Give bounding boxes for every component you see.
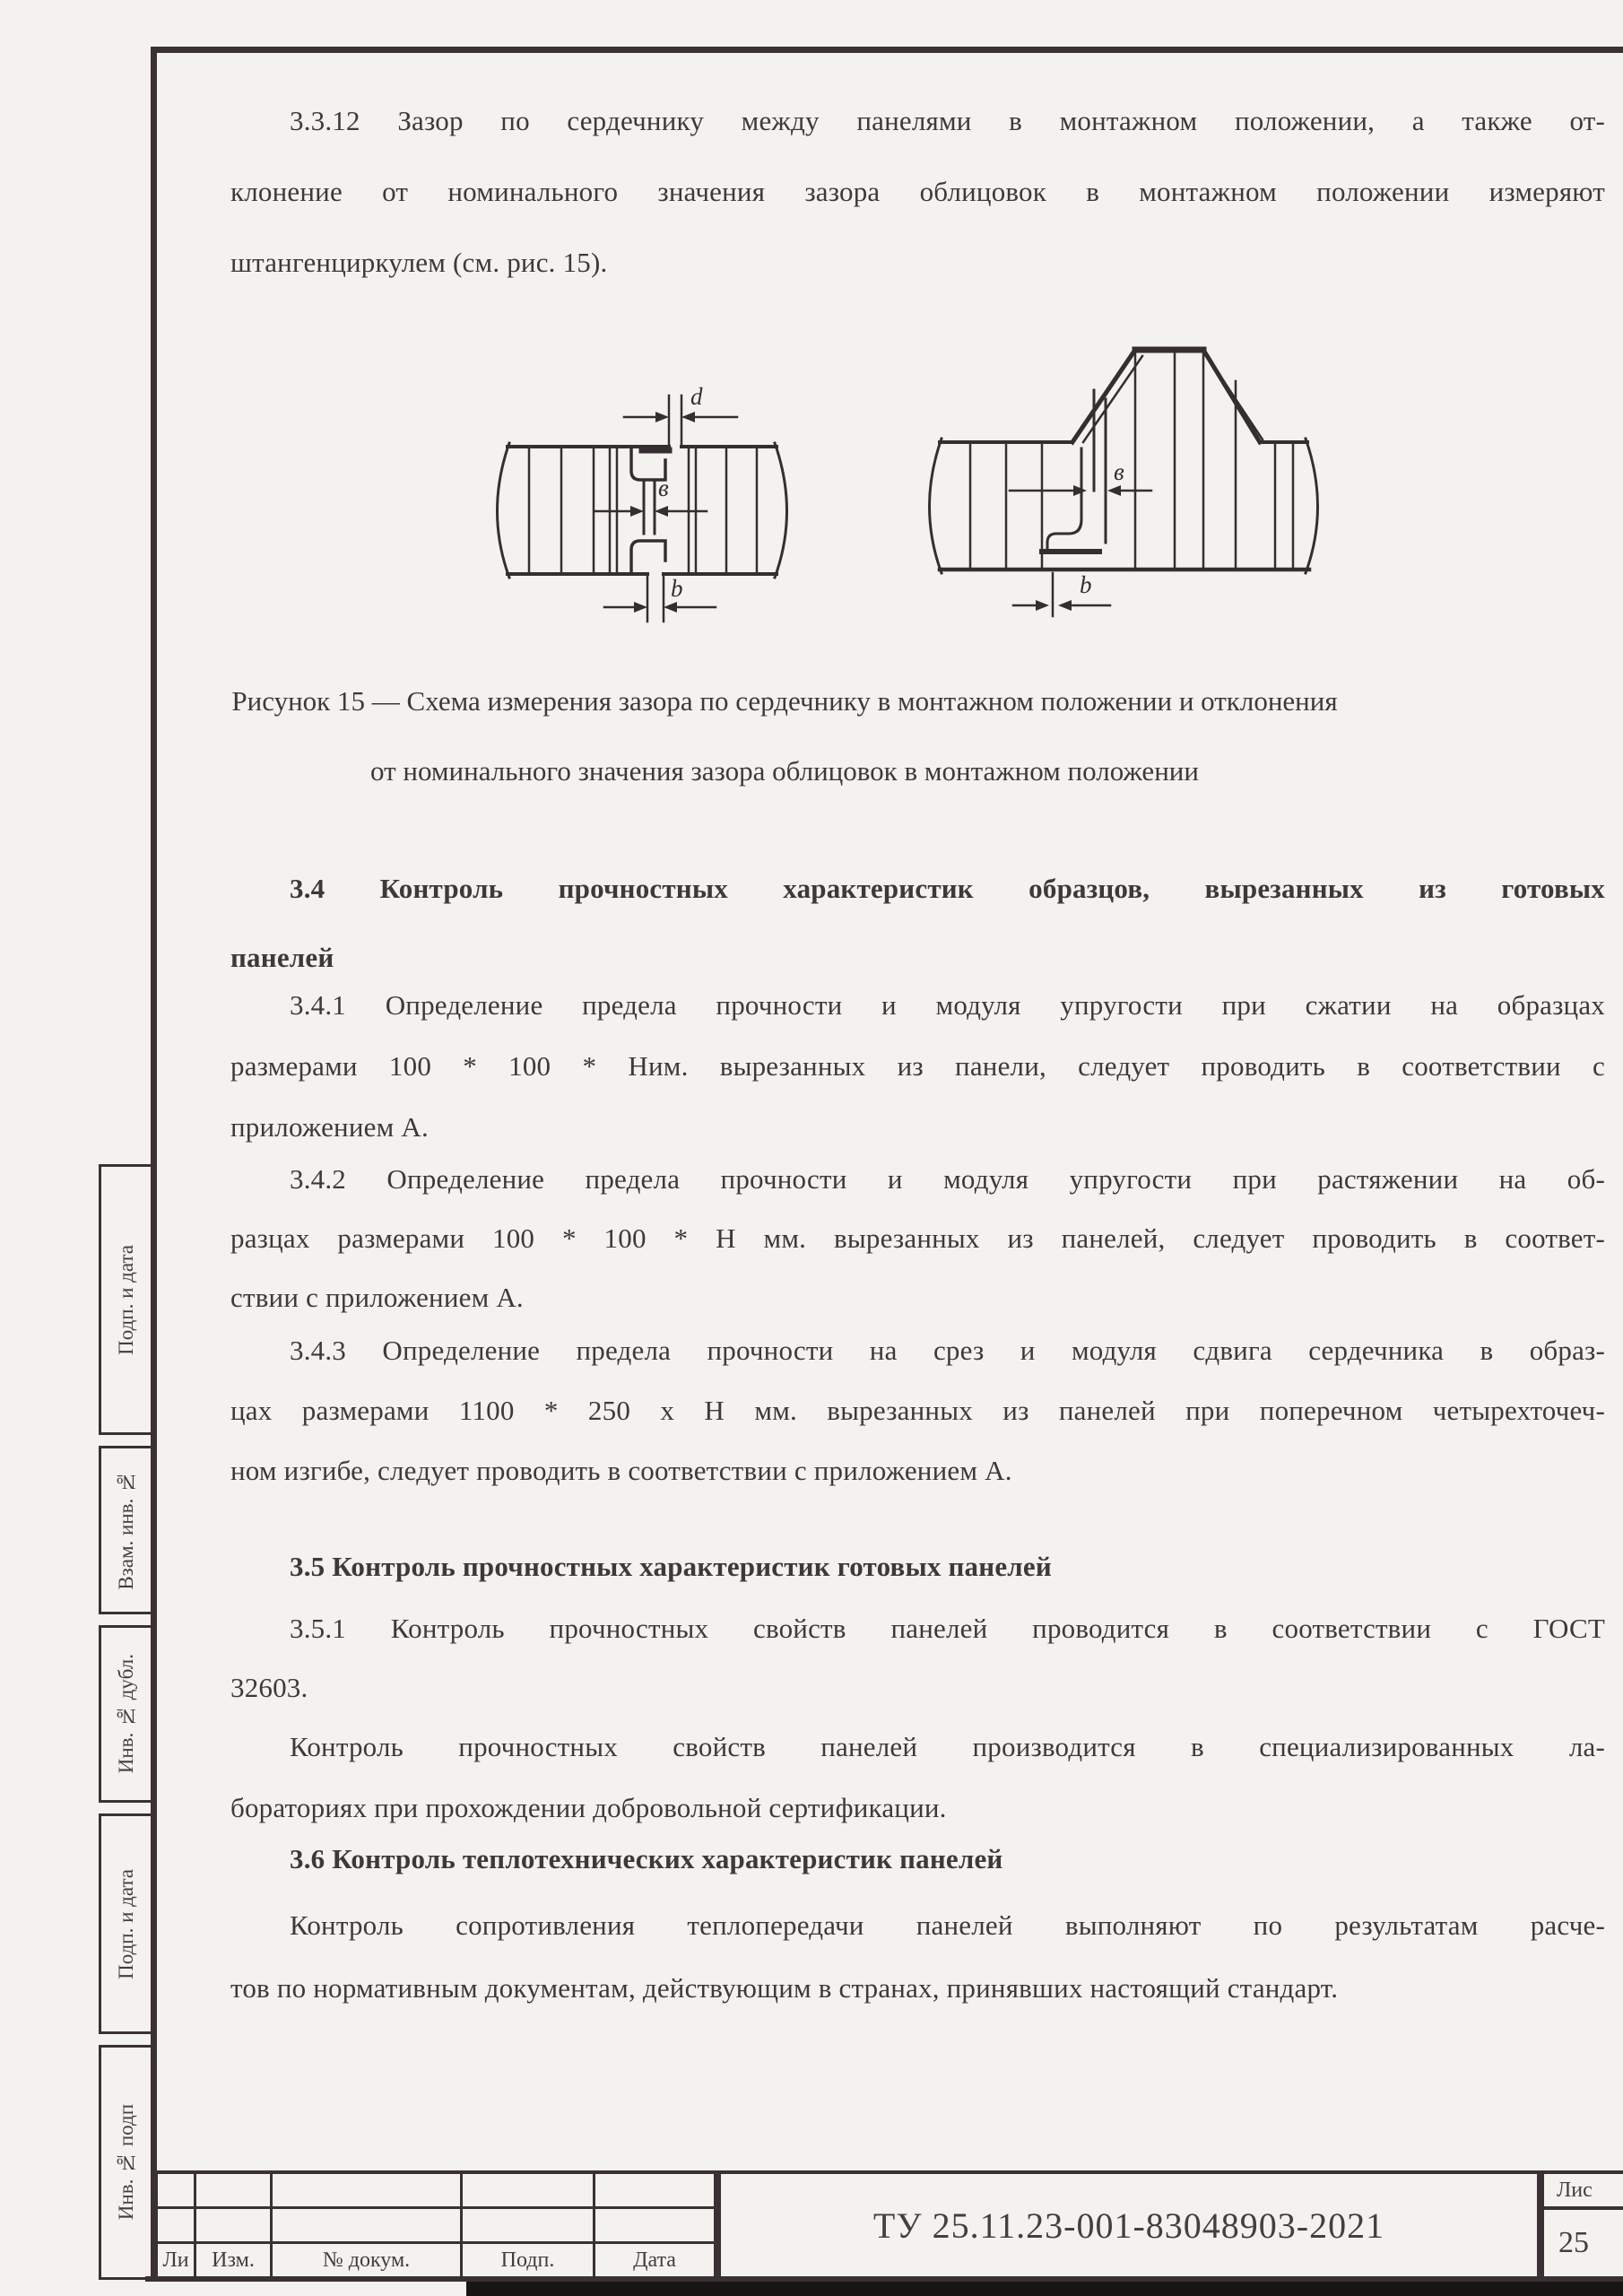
dim-label-d-left: d [690, 383, 703, 410]
sidebar-label: Взам. инв. № [115, 1470, 137, 1590]
titleblock-empty-cell [273, 2209, 463, 2244]
sidebar-label: Инв. № подп [115, 2104, 137, 2221]
paragraph-3-4-2 [230, 1150, 1605, 1327]
dim-label-b-left: b [671, 575, 683, 602]
text-line: цах размерами 1100 * 250 х Н мм. вырезанных из панелей при поперечном четырехточеч- [230, 1395, 1605, 1426]
text-line: 3.4.3 Определение предела прочности на срез и модуля сдвига сердечника в образ- [290, 1335, 1605, 1366]
text-line: Рисунок 15 — Схема измерения зазора по сердечнику в монтажном положении и отклонения [231, 685, 1338, 717]
titleblock-empty-cell [158, 2209, 196, 2244]
sidebar-label: Инв. № дубл. [115, 1654, 137, 1774]
roof-panel-joint-diagram [930, 350, 1318, 616]
sidebar-cell-podp-data-2 [99, 1813, 154, 2034]
text-line: разцах размерами 100 * 100 * Н мм. вырезанных из панелей, следует проводить в соответ- [230, 1222, 1605, 1254]
dim-label-v-left: в [658, 474, 669, 501]
text-line: 3.5.1 Контроль прочностных свойств панелей проводится в соответствии с ГОСТ [290, 1613, 1605, 1644]
text-line: Контроль прочностных свойств панелей производится в специализированных ла- [290, 1731, 1605, 1762]
text-line: бораториях при прохождении добровольной сертификации. [230, 1792, 947, 1823]
text-line: клонение от номинального значения зазора облицовок в монтажном положении измеряют [230, 176, 1605, 207]
text-line: штангенциркулем (см. рис. 15). [230, 247, 608, 278]
figure-15-caption [188, 666, 1381, 806]
paragraph-3-4-3 [230, 1320, 1605, 1500]
sidebar-cell-inv-podp [99, 2045, 154, 2280]
wall-panel-joint-diagram [498, 383, 787, 622]
titleblock-empty-cell [595, 2209, 714, 2244]
titleblock-empty-cell [273, 2174, 463, 2209]
text-line: 3.3.12 Зазор по сердечнику между панелями в монтажном положении, а также от- [290, 105, 1605, 136]
figure-15-drawing [466, 265, 1399, 650]
dim-label-v-right: в [1114, 458, 1124, 485]
heading-3-6: 3.6 Контроль теплотехнических характеристик панелей [290, 1843, 1003, 1874]
text-line: Контроль сопротивления теплопередачи панелей выполняют по результатам расче- [290, 1909, 1605, 1941]
titleblock-col-izm: Изм. [196, 2244, 273, 2276]
titleblock-col-podp: Подп. [463, 2244, 595, 2276]
titleblock-empty-cell [463, 2174, 595, 2209]
scan-edge-artifact [466, 2282, 1623, 2296]
text-line: от номинального значения зазора облицовок в монтажном положении [370, 755, 1199, 787]
text-line: 3.4.1 Определение предела прочности и модуля упругости при сжатии на образцах [290, 989, 1605, 1021]
titleblock-empty-cell [196, 2209, 273, 2244]
text-line: ствии с приложением А. [230, 1282, 524, 1313]
titleblock-sheet-number: 25 [1541, 2210, 1623, 2280]
sidebar-cell-inv-dubl [99, 1625, 154, 1803]
text-line: приложением А. [230, 1111, 429, 1143]
text-line: 32603. [230, 1672, 308, 1703]
titleblock-col-dokum: № докум. [273, 2244, 463, 2276]
text-line: размерами 100 * 100 * Ним. вырезанных из панели, следует проводить в соответствии с [230, 1050, 1605, 1082]
titleblock-revision-grid [154, 2170, 717, 2280]
sidebar-cell-podp-data-1 [99, 1164, 154, 1435]
titleblock-empty-cell [595, 2174, 714, 2209]
titleblock-col-data: Дата [633, 2248, 676, 2272]
text-line: панелей [230, 942, 334, 973]
frame-top-border [151, 47, 1623, 53]
sidebar-cell-vzam-inv [99, 1446, 154, 1614]
text-line: тов по нормативным документам, действующим в странах, принявших настоящий стандарт. [230, 1972, 1339, 2004]
text-line: 3.4.2 Определение предела прочности и модуля упругости при растяжении на об- [290, 1163, 1605, 1195]
dim-label-b-right: b [1080, 571, 1092, 598]
heading-3-5: 3.5 Контроль прочностных характеристик готовых панелей [290, 1551, 1052, 1582]
sidebar-label: Подп. и дата [115, 1244, 137, 1355]
titleblock-empty-cell [463, 2209, 595, 2244]
titleblock-doc-number: ТУ 25.11.23-001-83048903-2021 [717, 2170, 1541, 2280]
heading-3-4 [230, 854, 1605, 992]
sidebar-label: Подп. и дата [115, 1868, 137, 1979]
text-line: ном изгибе, следует проводить в соответствии с приложением А. [230, 1455, 1012, 1486]
titleblock-empty-cell [196, 2174, 273, 2209]
paragraph-3-6 [230, 1894, 1605, 2020]
titleblock-empty-cell [158, 2174, 196, 2209]
titleblock-sheet-header: Лис [1541, 2170, 1623, 2210]
titleblock-col-li: Ли [158, 2244, 196, 2276]
paragraph-3-4-1 [230, 975, 1605, 1158]
paragraph-3-5-labs [230, 1717, 1605, 1839]
text-line: 3.4 Контроль прочностных характеристик образцов, вырезанных из готовых [290, 873, 1605, 904]
paragraph-3-5-1 [230, 1599, 1605, 1718]
